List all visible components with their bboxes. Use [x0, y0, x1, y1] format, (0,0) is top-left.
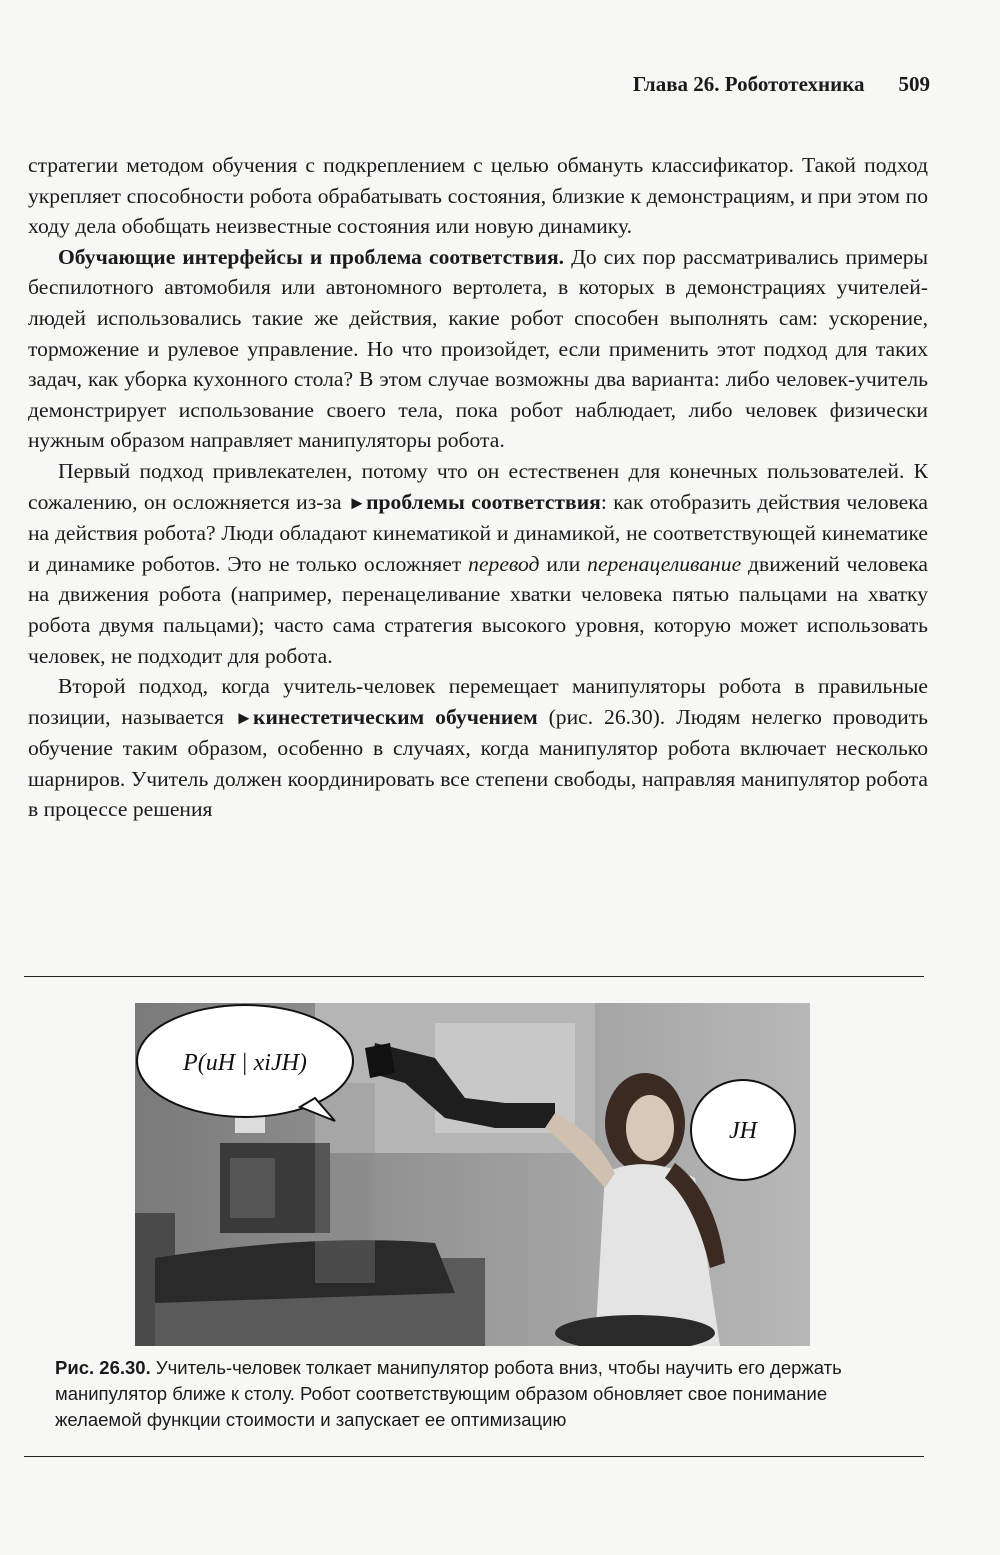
text-span: Второй подход, когда учитель-человек перемещает манипуляторы робота в правильные позиции, называется	[28, 674, 928, 729]
paragraph-interfaces	[28, 242, 928, 456]
text-span: (рис. 26.30). Людям нелегко проводить обучение таким образом, особенно в случаях, когда манипулятор робота включает несколько шарниров. Учитель должен координировать все степени свободы, направляя манипулятор робота в процессе решения	[28, 704, 928, 822]
figure-top-rule	[24, 976, 924, 977]
term-arrow-icon: ►	[347, 492, 367, 513]
paragraph-first-approach	[28, 456, 928, 671]
bubble-jh-text: JH	[729, 1118, 757, 1144]
paragraph-second-approach	[28, 671, 928, 825]
robot-teaching-photo	[135, 1003, 810, 1346]
caption-label: Рис. 26.30.	[55, 1357, 151, 1378]
paragraph-text: До сих пор рассматривались примеры беспилотного автомобиля или автономного вертолета, в которых в демонстрациях учителей-людей использовались такие же действия, какие робот способен выполнять сам: ускорение, торможение и рулевое управление. Но что произойдет, если применить этот подход для таких задач, как уборка кухонного стола? В этом случае возможны два варианта: либо человек-учитель демонстрирует использование своего тела, пока робот наблюдает, либо человек физически нужным образом направляет манипуляторы робота.	[28, 244, 928, 453]
text-span: : как отобразить действия человека на действия робота? Люди обладают кинематикой и динамикой, не соответствующей кинематике и динамике роботов. Это не только осложняет	[28, 489, 928, 576]
text-span: движений человека на движения робота (например, перенацеливание хватки человека пятью пальцами на хватку робота двумя пальцами); часто сама стратегия высокого уровня, которую может использовать человек, не подходит для робота.	[28, 551, 929, 668]
text-span: или	[539, 551, 588, 576]
text-span: Первый подход привлекателен, потому что он естественен для конечных пользователей. К сожалению, он осложняется из-за	[28, 458, 928, 514]
figure-caption	[55, 1355, 905, 1433]
figure-photo	[135, 1003, 810, 1346]
bubble-cost-text: P(uH | xiJH)	[183, 1050, 307, 1076]
page-number: 509	[898, 72, 930, 96]
term-arrow-icon: ►	[234, 707, 254, 728]
term-kinesthetic-teaching: кинестетическим обучением	[253, 704, 538, 729]
running-header	[30, 72, 930, 97]
figure-bottom-rule	[24, 1456, 924, 1457]
term-translation: перевод	[468, 551, 540, 576]
body-text	[28, 150, 928, 825]
chapter-title: Глава 26. Робототехника	[632, 72, 865, 96]
paragraph-continuation: стратегии методом обучения с подкреплением с целью обмануть классификатор. Такой подход укрепляет способности робота обрабатывать состояния, близкие к демонстрациям, и при этом по ходу дела обобщать неизвестные состояния или новую динамику.	[28, 153, 928, 239]
term-correspondence-problem: проблемы соответствия	[366, 489, 601, 514]
caption-text: Учитель-человек толкает манипулятор робота вниз, чтобы научить его держать манипулятор ближе к столу. Робот соответствующим образом обновляет свое понимание желаемой функции стоимости и запускает ее оптимизацию	[55, 1357, 842, 1430]
paragraph-heading: Обучающие интерфейсы и проблема соответствия.	[58, 244, 565, 269]
term-retargeting: перенацеливание	[587, 551, 742, 576]
